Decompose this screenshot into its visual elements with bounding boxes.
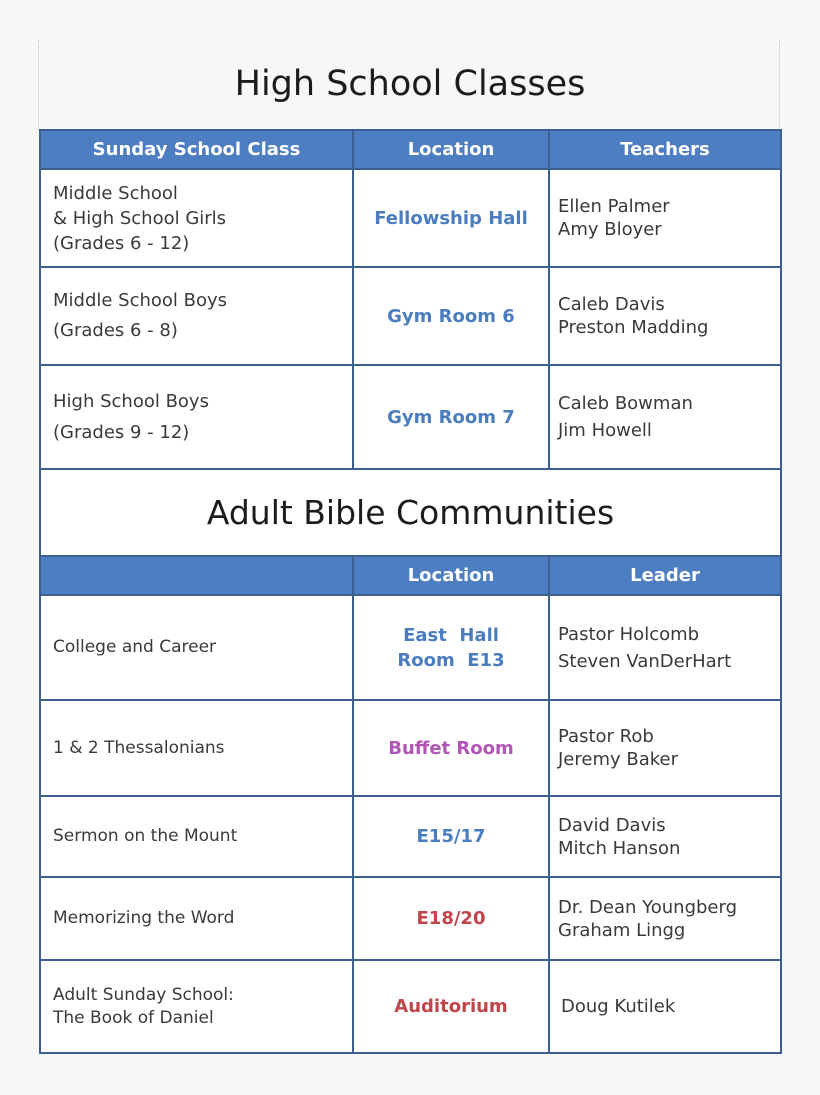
class-line: The Book of Daniel — [53, 1007, 214, 1028]
header-class: Sunday School Class — [40, 130, 353, 169]
page-title: High School Classes — [234, 64, 586, 104]
location-text: Auditorium — [394, 996, 508, 1017]
person-name: Caleb Davis — [558, 294, 665, 315]
person-name: Steven VanDerHart — [558, 650, 732, 672]
class-line: & High School Girls — [53, 207, 227, 229]
location-cell — [353, 595, 549, 700]
class-line: (Grades 9 - 12) — [53, 422, 190, 443]
location-cell — [353, 796, 549, 877]
high-school-header-row — [40, 130, 781, 169]
class-cell — [40, 960, 353, 1053]
person-name: Ellen Palmer — [558, 196, 670, 217]
class-line: College and Career — [53, 637, 217, 657]
header-location: Location — [353, 556, 549, 595]
location-text: E15/17 — [416, 826, 486, 847]
location-cell — [353, 960, 549, 1053]
location-text: Fellowship Hall — [374, 207, 528, 229]
class-line: Middle School Boys — [53, 290, 228, 311]
class-line: Adult Sunday School: — [53, 984, 234, 1005]
class-cell — [40, 796, 353, 877]
table-row — [40, 365, 781, 469]
leader-cell — [549, 877, 781, 960]
leader-cell — [549, 595, 781, 700]
table-row — [40, 700, 781, 796]
class-cell — [40, 595, 353, 700]
header-class — [40, 556, 353, 595]
teachers-cell — [549, 169, 781, 267]
person-name: Pastor Holcomb — [558, 623, 700, 645]
teachers-cell — [549, 365, 781, 469]
adult-header-row — [40, 556, 781, 595]
table-row — [40, 796, 781, 877]
section-title: Adult Bible Communities — [40, 469, 781, 556]
person-name: Preston Madding — [558, 317, 709, 338]
class-cell — [40, 365, 353, 469]
leader-cell — [549, 700, 781, 796]
person-name: Dr. Dean Youngberg — [558, 896, 738, 918]
location-text: E18/20 — [416, 908, 486, 929]
leader-cell — [549, 960, 781, 1053]
person-name: Jeremy Baker — [558, 749, 679, 770]
table-row — [40, 169, 781, 267]
class-line: (Grades 6 - 8) — [53, 320, 178, 341]
class-line: (Grades 6 - 12) — [53, 232, 190, 254]
person-name: Graham Lingg — [558, 919, 686, 941]
class-line: Middle School — [53, 182, 178, 204]
location-text: Gym Room 6 — [387, 305, 515, 327]
class-line: 1 & 2 Thessalonians — [53, 737, 225, 758]
leader-cell — [549, 796, 781, 877]
person-name: Amy Bloyer — [558, 219, 662, 240]
class-line: Memorizing the Word — [53, 908, 235, 928]
location-text: Gym Room 7 — [387, 406, 515, 428]
location-cell — [353, 267, 549, 365]
person-name: Mitch Hanson — [558, 837, 681, 859]
header-leader: Leader — [549, 556, 781, 595]
class-cell — [40, 877, 353, 960]
class-cell — [40, 169, 353, 267]
person-name: Jim Howell — [558, 420, 652, 441]
table-row — [40, 960, 781, 1053]
table-row — [40, 595, 781, 700]
location-cell — [353, 365, 549, 469]
location-text: East Hall — [403, 624, 499, 646]
class-line: Sermon on the Mount — [53, 826, 238, 846]
adult-title-row — [40, 469, 781, 556]
person-name: Caleb Bowman — [558, 393, 693, 414]
header-teachers: Teachers — [549, 130, 781, 169]
class-line: High School Boys — [53, 391, 209, 412]
location-text: Room E13 — [397, 649, 505, 671]
schedule-table — [39, 129, 782, 1054]
location-text: Buffet Room — [388, 737, 514, 759]
person-name: Doug Kutilek — [561, 996, 676, 1017]
class-cell — [40, 700, 353, 796]
class-cell — [40, 267, 353, 365]
location-cell — [353, 169, 549, 267]
person-name: David Davis — [558, 814, 666, 836]
table-row — [40, 267, 781, 365]
location-cell — [353, 700, 549, 796]
table-row — [40, 877, 781, 960]
person-name: Pastor Rob — [558, 726, 654, 747]
header-location: Location — [353, 130, 549, 169]
teachers-cell — [549, 267, 781, 365]
location-cell — [353, 877, 549, 960]
